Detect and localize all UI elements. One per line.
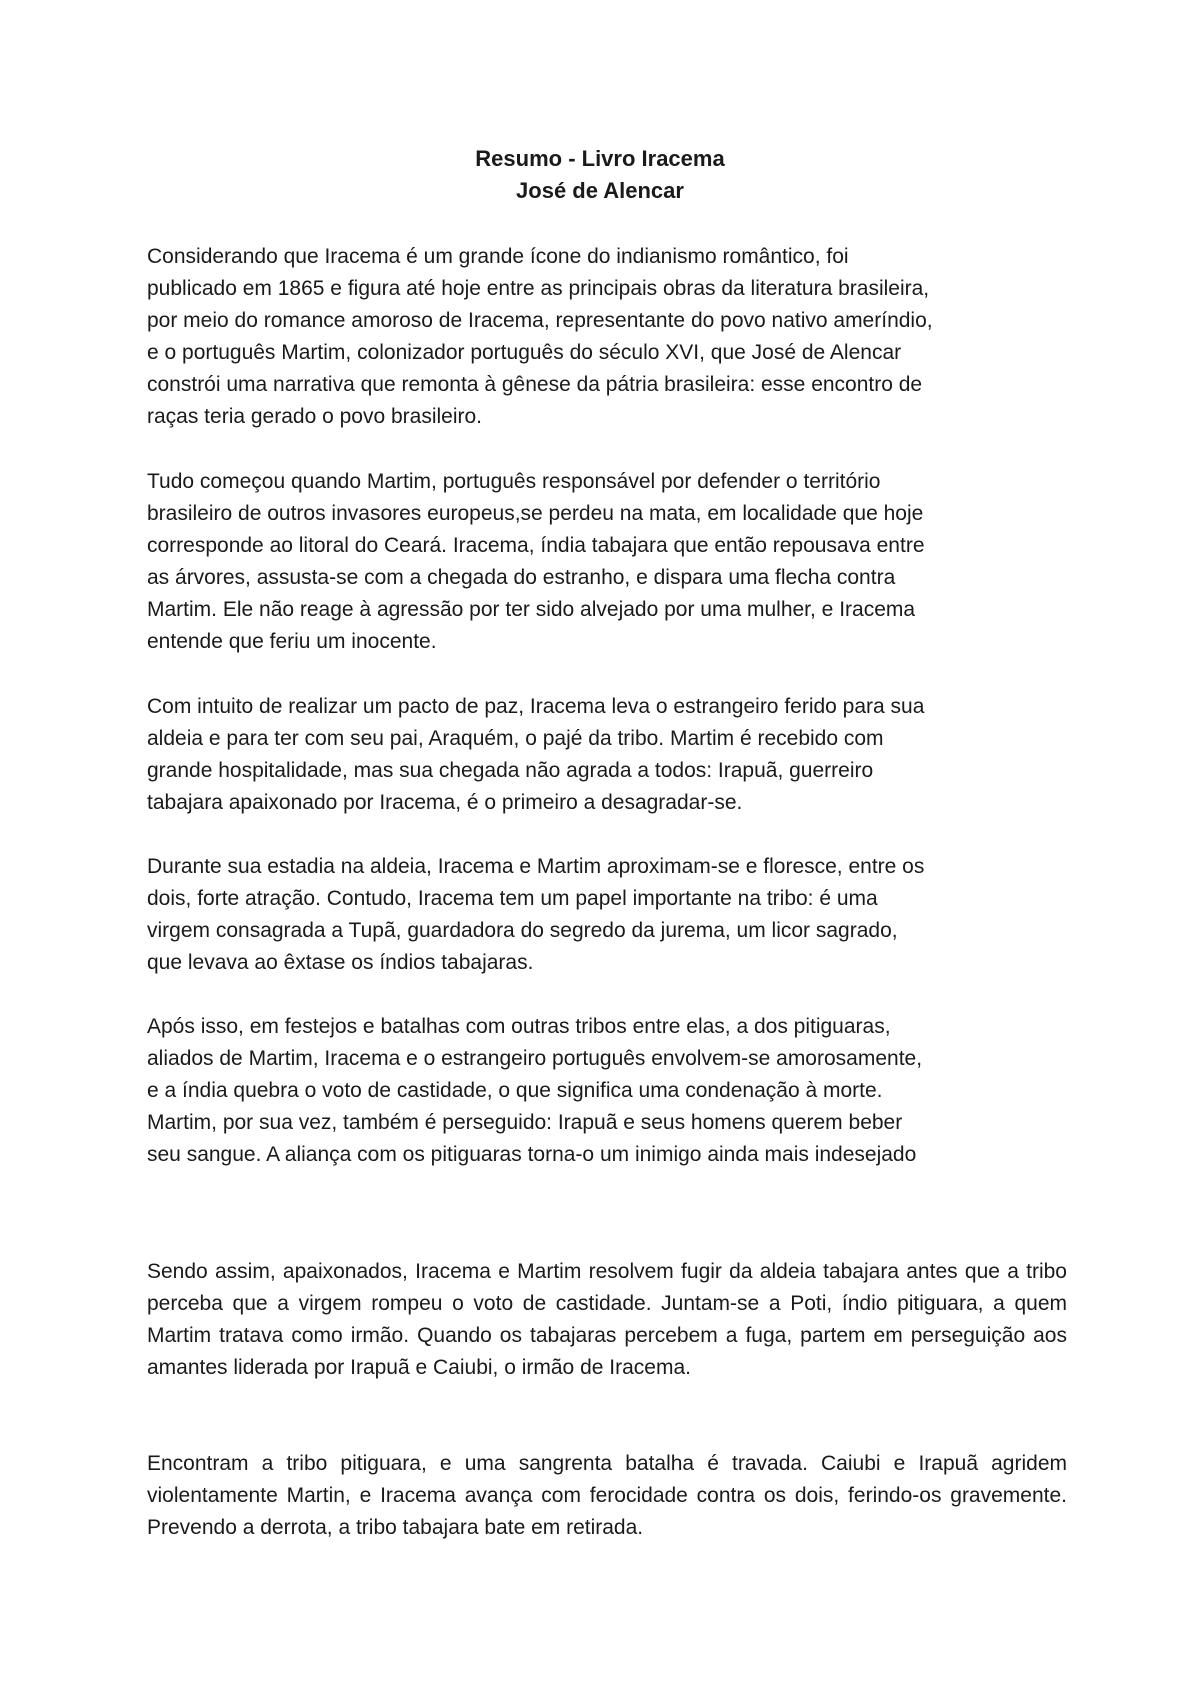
paragraph-line: Considerando que Iracema é um grande ícone do indianismo romântico, foi	[147, 245, 849, 268]
paragraph-line: Tudo começou quando Martim, português responsável por defender o território	[147, 470, 881, 493]
paragraph-line: corresponde ao litoral do Ceará. Iracema, índia tabajara que então repousava entre	[147, 534, 925, 557]
document-title: Resumo - Livro Iracema	[475, 146, 725, 171]
paragraph-attraction	[147, 851, 1067, 979]
paragraph-line: Durante sua estadia na aldeia, Iracema e Martim aproximam-se e floresce, entre os	[147, 855, 925, 878]
paragraph-line: publicado em 1865 e figura até hoje entre as principais obras da literatura brasileira,	[147, 277, 930, 300]
paragraph-escape: Sendo assim, apaixonados, Iracema e Martim resolvem fugir da aldeia tabajara antes que a tribo perceba que a virgem rompeu o voto de castidade. Juntam-se a Poti, índio pitiguara, a quem Martim tratava como irmão. Quando os tabajaras percebem a fuga, partem em perseguição aos amantes liderada por Irapuã e Caiubi, o irmão de Iracema.	[147, 1260, 1067, 1379]
paragraph-line: grande hospitalidade, mas sua chegada não agrada a todos: Irapuã, guerreiro	[147, 759, 874, 782]
paragraph-line: Após isso, em festejos e batalhas com outras tribos entre elas, a dos pitiguaras,	[147, 1015, 891, 1038]
paragraph-line: entende que feriu um inocente.	[147, 630, 437, 653]
paragraph-line: seu sangue. A aliança com os pitiguaras torna-o um inimigo ainda mais indesejado	[147, 1143, 917, 1166]
paragraph-line: Com intuito de realizar um pacto de paz, Iracema leva o estrangeiro ferido para sua	[147, 695, 925, 718]
paragraph-line: e o português Martim, colonizador português do século XVI, que José de Alencar	[147, 341, 902, 364]
paragraph-beginning	[147, 466, 1067, 658]
paragraph-intro	[147, 241, 1067, 433]
paragraph-peace-pact	[147, 691, 1067, 819]
paragraph-battle: Encontram a tribo pitiguara, e uma sangrenta batalha é travada. Caiubi e Irapuã agridem violentamente Martin, e Iracema avança com ferocidade contra os dois, ferindo-os gravemente. Prevendo a derrota, a tribo tabajara bate em retirada.	[147, 1452, 1067, 1539]
paragraph-line: tabajara apaixonado por Iracema, é o primeiro a desagradar-se.	[147, 791, 743, 814]
paragraph-line: as árvores, assusta-se com a chegada do estranho, e dispara uma flecha contra	[147, 566, 896, 589]
paragraph-line: que levava ao êxtase os índios tabajaras.	[147, 951, 534, 974]
paragraph-line: aldeia e para ter com seu pai, Araquém, o pajé da tribo. Martim é recebido com	[147, 727, 884, 750]
paragraph-line: Martim, por sua vez, também é perseguido: Irapuã e seus homens querem beber	[147, 1111, 903, 1134]
paragraph-festivities	[147, 1011, 1067, 1171]
document-author: José de Alencar	[516, 178, 684, 203]
paragraph-line: virgem consagrada a Tupã, guardadora do segredo da jurema, um licor sagrado,	[147, 919, 898, 942]
paragraph-line: dois, forte atração. Contudo, Iracema tem um papel importante na tribo: é uma	[147, 887, 878, 910]
paragraph-line: aliados de Martim, Iracema e o estrangeiro português envolvem-se amorosamente,	[147, 1047, 923, 1070]
paragraph-line: por meio do romance amoroso de Iracema, representante do povo nativo ameríndio,	[147, 309, 933, 332]
paragraph-line: raças teria gerado o povo brasileiro.	[147, 405, 483, 428]
paragraph-line: e a índia quebra o voto de castidade, o que significa uma condenação à morte.	[147, 1079, 883, 1102]
paragraph-line: constrói uma narrativa que remonta à gênese da pátria brasileira: esse encontro de	[147, 373, 923, 396]
paragraph-line: Martim. Ele não reage à agressão por ter sido alvejado por uma mulher, e Iracema	[147, 598, 916, 621]
paragraph-line: brasileiro de outros invasores europeus,se perdeu na mata, em localidade que hoje	[147, 502, 924, 525]
